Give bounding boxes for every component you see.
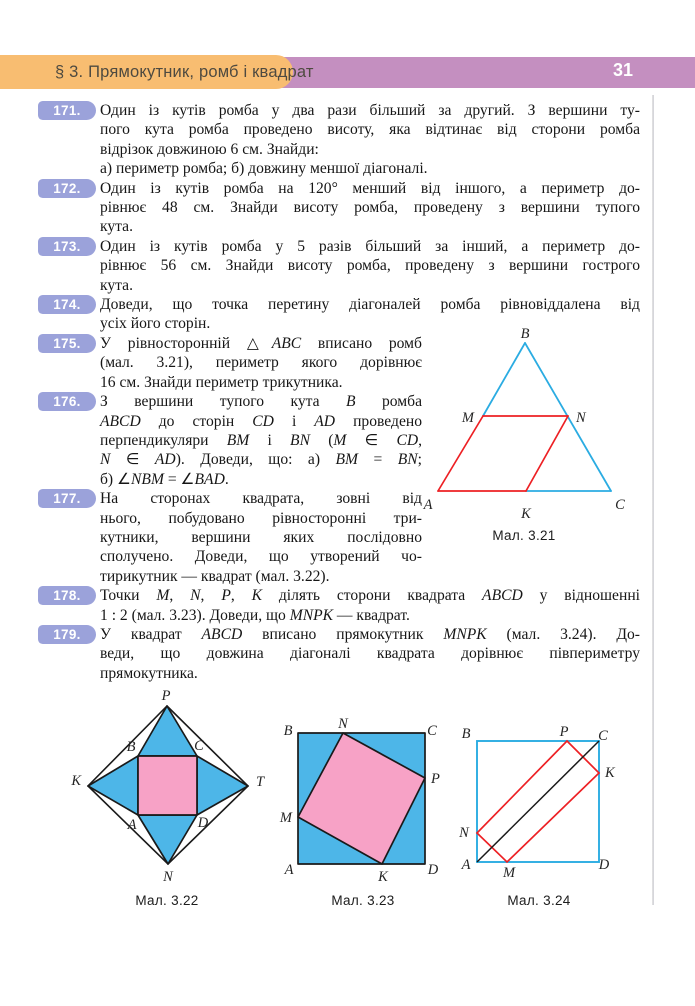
problem-text (100, 489, 422, 586)
problem-text-line: кутники, вершини яких послідовно (100, 528, 422, 546)
problem-text (100, 586, 640, 625)
vertex-label-D: D (427, 862, 439, 878)
figure-3-23 (275, 685, 460, 890)
problem-badge (38, 295, 96, 314)
problem-text-line: (мал. 3.21), периметр якого дорівнює (100, 354, 422, 372)
problem-badge (38, 179, 96, 198)
side-MA-red (438, 416, 483, 491)
vertex-label-A: A (284, 862, 294, 878)
problem-text-line: 16 см. Знайди периметр трикутника. (100, 373, 343, 391)
problem-badge (38, 586, 96, 605)
problem-text-line: кута. (100, 218, 133, 236)
problem-178 (0, 586, 695, 625)
problem-text-line: тирикутник — квадрат (мал. 3.22). (100, 567, 330, 585)
problem-text-line: пого кута ромба проведено висоту, яка відтинає від сторони ромба (100, 121, 640, 139)
vertex-label-B: B (520, 326, 530, 342)
problem-text-line: відрізок довжиною 6 см. Знайди: (100, 140, 319, 158)
problem-text-line: сполучено. Доведи, що утворений чо- (100, 548, 422, 566)
problem-171 (0, 101, 695, 179)
problem-badge (38, 334, 96, 353)
figure-3-21-caption: Мал. 3.21 (492, 528, 556, 543)
page-edge-line (652, 95, 654, 905)
problem-text-line: 1 : 2 (мал. 3.23). Доведи, що MNPK — квадрат. (100, 606, 410, 624)
problem-badge (38, 625, 96, 644)
vertex-label-D: D (197, 815, 209, 831)
vertex-label-C: C (615, 497, 625, 513)
side-BM-cyan (483, 343, 525, 416)
vertex-label-N: N (338, 716, 348, 732)
problem-text-line: З вершини тупого кута B ромба (100, 393, 422, 411)
problem-text-line: веди, що довжина діагоналі квадрата дорівнює півпериметру (100, 645, 640, 663)
problem-number: 178. (53, 588, 81, 604)
vertex-label-B: B (461, 726, 471, 742)
problem-badge (38, 237, 96, 256)
problem-text-line: рівнює 48 см. Знайди висоту ромба, проведену з вершини тупого (100, 199, 640, 217)
problem-number: 172. (53, 180, 81, 196)
figure-3-21 (400, 325, 650, 540)
side-NK-red (526, 416, 568, 491)
vertex-label-A: A (127, 817, 137, 833)
vertex-label-P: P (161, 688, 171, 704)
vertex-label-K: K (71, 773, 81, 789)
problem-badge (38, 392, 96, 411)
problem-text-line: усіх його сторін. (100, 315, 211, 333)
problem-text-line: Один із кутів ромба у два рази більший за другий. З вершини ту- (100, 102, 640, 119)
problem-text-line: У квадрат ABCD вписано прямокутник MNPK (мал. 3.24). До- (100, 625, 640, 643)
problem-badge (38, 101, 96, 120)
problem-173 (0, 237, 695, 295)
diagonal-AC (477, 741, 599, 862)
problem-text-line: рівнює 56 см. Знайди висоту ромба, проведену з вершини гострого (100, 257, 640, 275)
vertex-label-M: M (279, 810, 292, 826)
section-title-pill (0, 55, 314, 89)
problem-text-line: перпендикуляри BM і BN (M ∈ CD, (100, 431, 423, 449)
problem-text (100, 179, 640, 237)
figure-3-22 (60, 685, 275, 890)
triangle-top-P (138, 706, 197, 756)
problem-text-line: прямокутника. (100, 664, 198, 682)
problem-number: 173. (53, 238, 81, 254)
problem-text (100, 392, 422, 489)
problem-number: 175. (53, 335, 81, 351)
triangle-bottom-N (138, 815, 197, 864)
problem-text-line: Один із кутів ромба на 120° менший від іншого, а периметр до- (100, 179, 640, 197)
problem-text-line: Доведи, що точка перетину діагоналей ромба рівновіддалена від (100, 296, 640, 314)
problem-number: 179. (53, 626, 81, 642)
problem-text-line: а) периметр ромба; б) довжину меншої діагоналі. (100, 160, 428, 178)
problem-text (100, 625, 640, 683)
problem-text (100, 237, 640, 295)
vertex-label-K: K (521, 506, 531, 522)
problem-number: 176. (53, 394, 81, 410)
figure-3-24-caption: Мал. 3.24 (507, 893, 571, 908)
problem-text (100, 101, 640, 179)
rhombus-AMNK-sides (438, 416, 568, 491)
problem-text-line: У рівносторонній △ABC вписано ромб (100, 334, 422, 352)
vertex-label-M: M (502, 865, 516, 881)
vertex-label-A: A (461, 857, 471, 873)
figure-3-22-caption: Мал. 3.22 (135, 893, 199, 908)
problem-number: 177. (53, 491, 81, 507)
vertex-label-C: C (427, 723, 437, 739)
inner-square-ABCD (138, 756, 197, 815)
vertex-label-P: P (559, 724, 569, 740)
vertex-label-P: P (431, 771, 440, 787)
vertex-label-N: N (163, 869, 173, 885)
problem-text-line: нього, побудовано рівносторонні три- (100, 509, 422, 527)
problem-text-line: ABCD до сторін CD і AD проведено (100, 412, 423, 430)
problem-text-line: На сторонах квадрата, зовні від (100, 490, 422, 508)
vertex-label-M: M (461, 410, 474, 426)
problem-text-line: N ∈ AD). Доведи, що: а) BM = BN; (100, 451, 422, 469)
section-title: § 3. Прямокутник, ромб і квадрат (55, 62, 314, 81)
vertex-label-C: C (598, 728, 608, 744)
vertex-label-T: T (256, 774, 265, 790)
vertex-label-A: A (423, 497, 433, 513)
triangle-left-K (88, 756, 138, 815)
vertex-label-N: N (576, 410, 586, 426)
problem-text-line: Один із кутів ромба у 5 разів більший за інший, а периметр до- (100, 237, 640, 255)
problem-179 (0, 625, 695, 683)
problem-text-line: кута. (100, 276, 133, 294)
page-number: 31 (612, 60, 633, 80)
vertex-label-D: D (598, 857, 610, 873)
problem-text-line: б) ∠NBM = ∠BAD. (100, 470, 229, 488)
figure-3-24 (455, 685, 655, 890)
triangle-right-T (197, 756, 248, 815)
vertex-label-K: K (378, 869, 388, 885)
problem-172 (0, 179, 695, 237)
problem-number: 174. (53, 297, 81, 313)
problem-number: 171. (53, 103, 81, 118)
problem-text-line: Точки M, N, P, K ділять сторони квадрата ABCD у відношенні (100, 587, 641, 605)
vertex-label-B: B (283, 723, 293, 739)
problem-text (100, 334, 422, 392)
figure-3-23-caption: Мал. 3.23 (331, 893, 395, 908)
problem-badge (38, 489, 96, 508)
vertex-label-N: N (459, 825, 469, 841)
vertex-label-K: K (605, 765, 615, 781)
vertex-label-C: C (194, 738, 204, 754)
triangle-ABC-sides (483, 343, 611, 491)
vertex-label-B: B (126, 739, 136, 755)
